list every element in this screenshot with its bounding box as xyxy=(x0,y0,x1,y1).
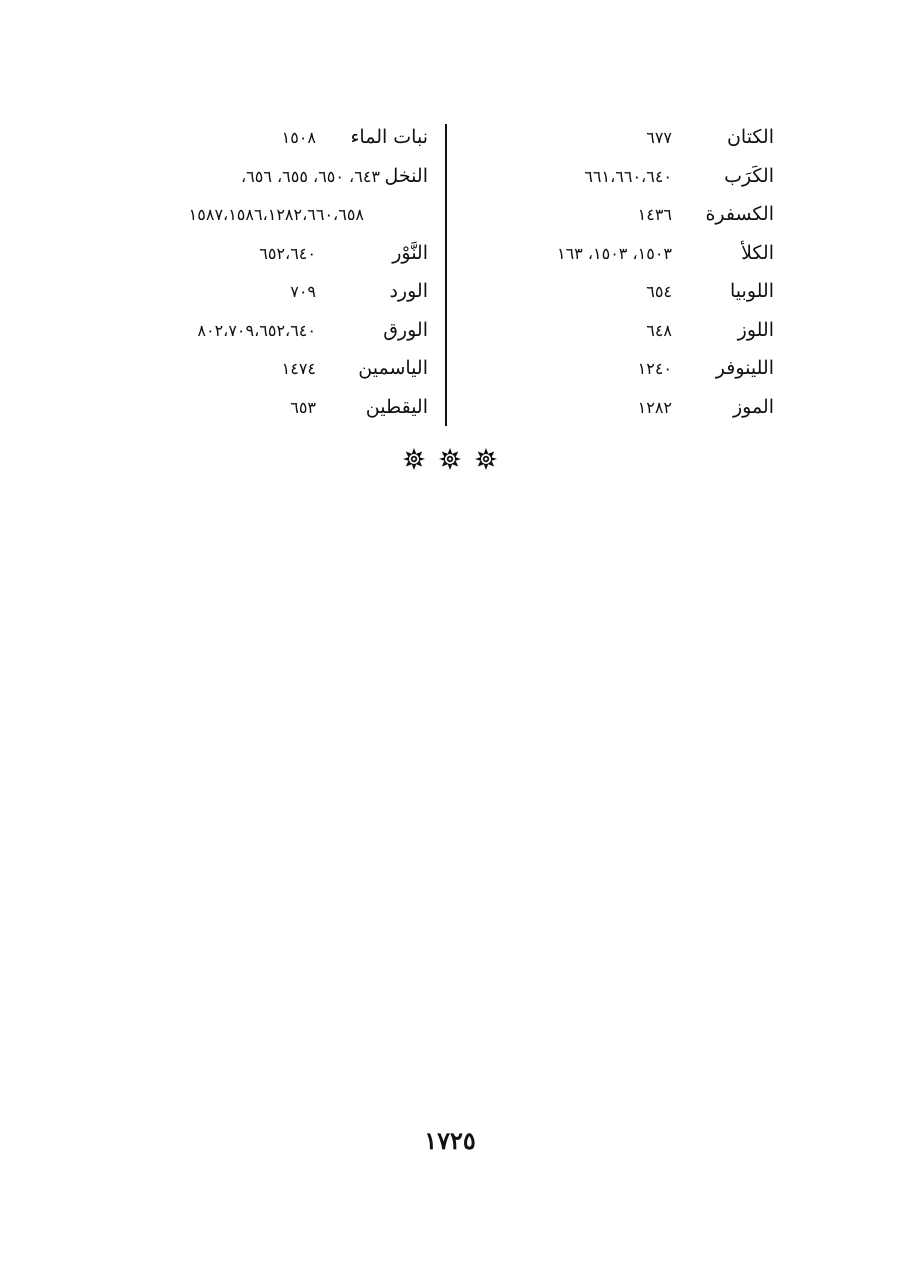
index-page-refs: ١٥٠٨ xyxy=(281,128,316,147)
index-term: الكَرَب xyxy=(724,164,774,187)
index-page-refs: ١٤٣٦ xyxy=(637,205,672,224)
index-page-refs: ٦٥٤ xyxy=(646,282,672,301)
rosette-ornament-icon xyxy=(474,447,498,471)
column-divider xyxy=(445,124,447,426)
index-row xyxy=(462,351,780,390)
index-term: النَّوْر xyxy=(392,241,428,264)
index-term: اللوبيا xyxy=(730,280,774,302)
section-end-ornaments xyxy=(402,447,498,471)
index-page-refs: ٦٤٣، ٦٥٠، ٦٥٥، ٦٥٦، xyxy=(240,166,380,186)
index-row xyxy=(112,236,434,275)
index-page-refs: ٦٦١،٦٦٠،٦٤٠ xyxy=(584,166,672,186)
index-row xyxy=(112,197,434,236)
rosette-ornament-icon xyxy=(438,447,462,471)
index-term: الورق xyxy=(383,318,428,341)
index-term: الكلأ xyxy=(741,241,774,264)
index-term: النخل xyxy=(384,164,428,187)
index-row xyxy=(112,313,434,352)
index-column-left xyxy=(112,120,434,428)
rosette-ornament-icon xyxy=(402,447,426,471)
index-row xyxy=(462,236,780,275)
index-row xyxy=(112,351,434,390)
index-row xyxy=(112,120,434,159)
index-column-right xyxy=(462,120,780,428)
index-term: الموز xyxy=(732,395,774,418)
index-table xyxy=(112,120,780,428)
index-row xyxy=(112,159,434,198)
index-page-refs: ٦٤٨ xyxy=(646,320,672,340)
index-row xyxy=(462,390,780,429)
index-row xyxy=(462,197,780,236)
index-page-refs: ١٢٤٠ xyxy=(637,359,672,378)
index-page-refs: ١٥٨٧،١٥٨٦،١٢٨٢،٦٦٠،٦٥٨ xyxy=(188,205,364,224)
index-page-refs: ٨٠٢،٧٠٩،٦٥٢،٦٤٠ xyxy=(197,320,316,340)
index-term: اللينوفر xyxy=(715,357,774,379)
index-page-refs: ١٤٧٤ xyxy=(281,359,316,378)
index-term: الياسمين xyxy=(358,357,428,379)
index-page-refs: ٦٥٣ xyxy=(290,397,316,417)
index-term: اللوز xyxy=(737,318,774,341)
index-row xyxy=(462,159,780,198)
index-page-refs: ٧٠٩ xyxy=(290,282,316,301)
index-page-refs: ٦٧٧ xyxy=(646,128,672,147)
index-row xyxy=(112,274,434,313)
index-term: الكتان xyxy=(726,126,774,148)
index-row xyxy=(462,120,780,159)
index-row xyxy=(462,313,780,352)
index-row xyxy=(462,274,780,313)
index-row xyxy=(112,390,434,429)
index-page-refs: ١٥٠٣، ١٥٠٣، ١٦٣ xyxy=(556,243,672,263)
page-number: ١٧٢٥ xyxy=(424,1126,476,1155)
index-page-refs: ٦٥٢،٦٤٠ xyxy=(259,243,316,263)
index-term: اليقطين xyxy=(365,395,428,418)
index-page-refs: ١٢٨٢ xyxy=(637,397,672,417)
index-term: الكسفرة xyxy=(705,203,774,225)
index-term: الورد xyxy=(389,280,428,302)
index-term: نبات الماء xyxy=(350,126,428,148)
